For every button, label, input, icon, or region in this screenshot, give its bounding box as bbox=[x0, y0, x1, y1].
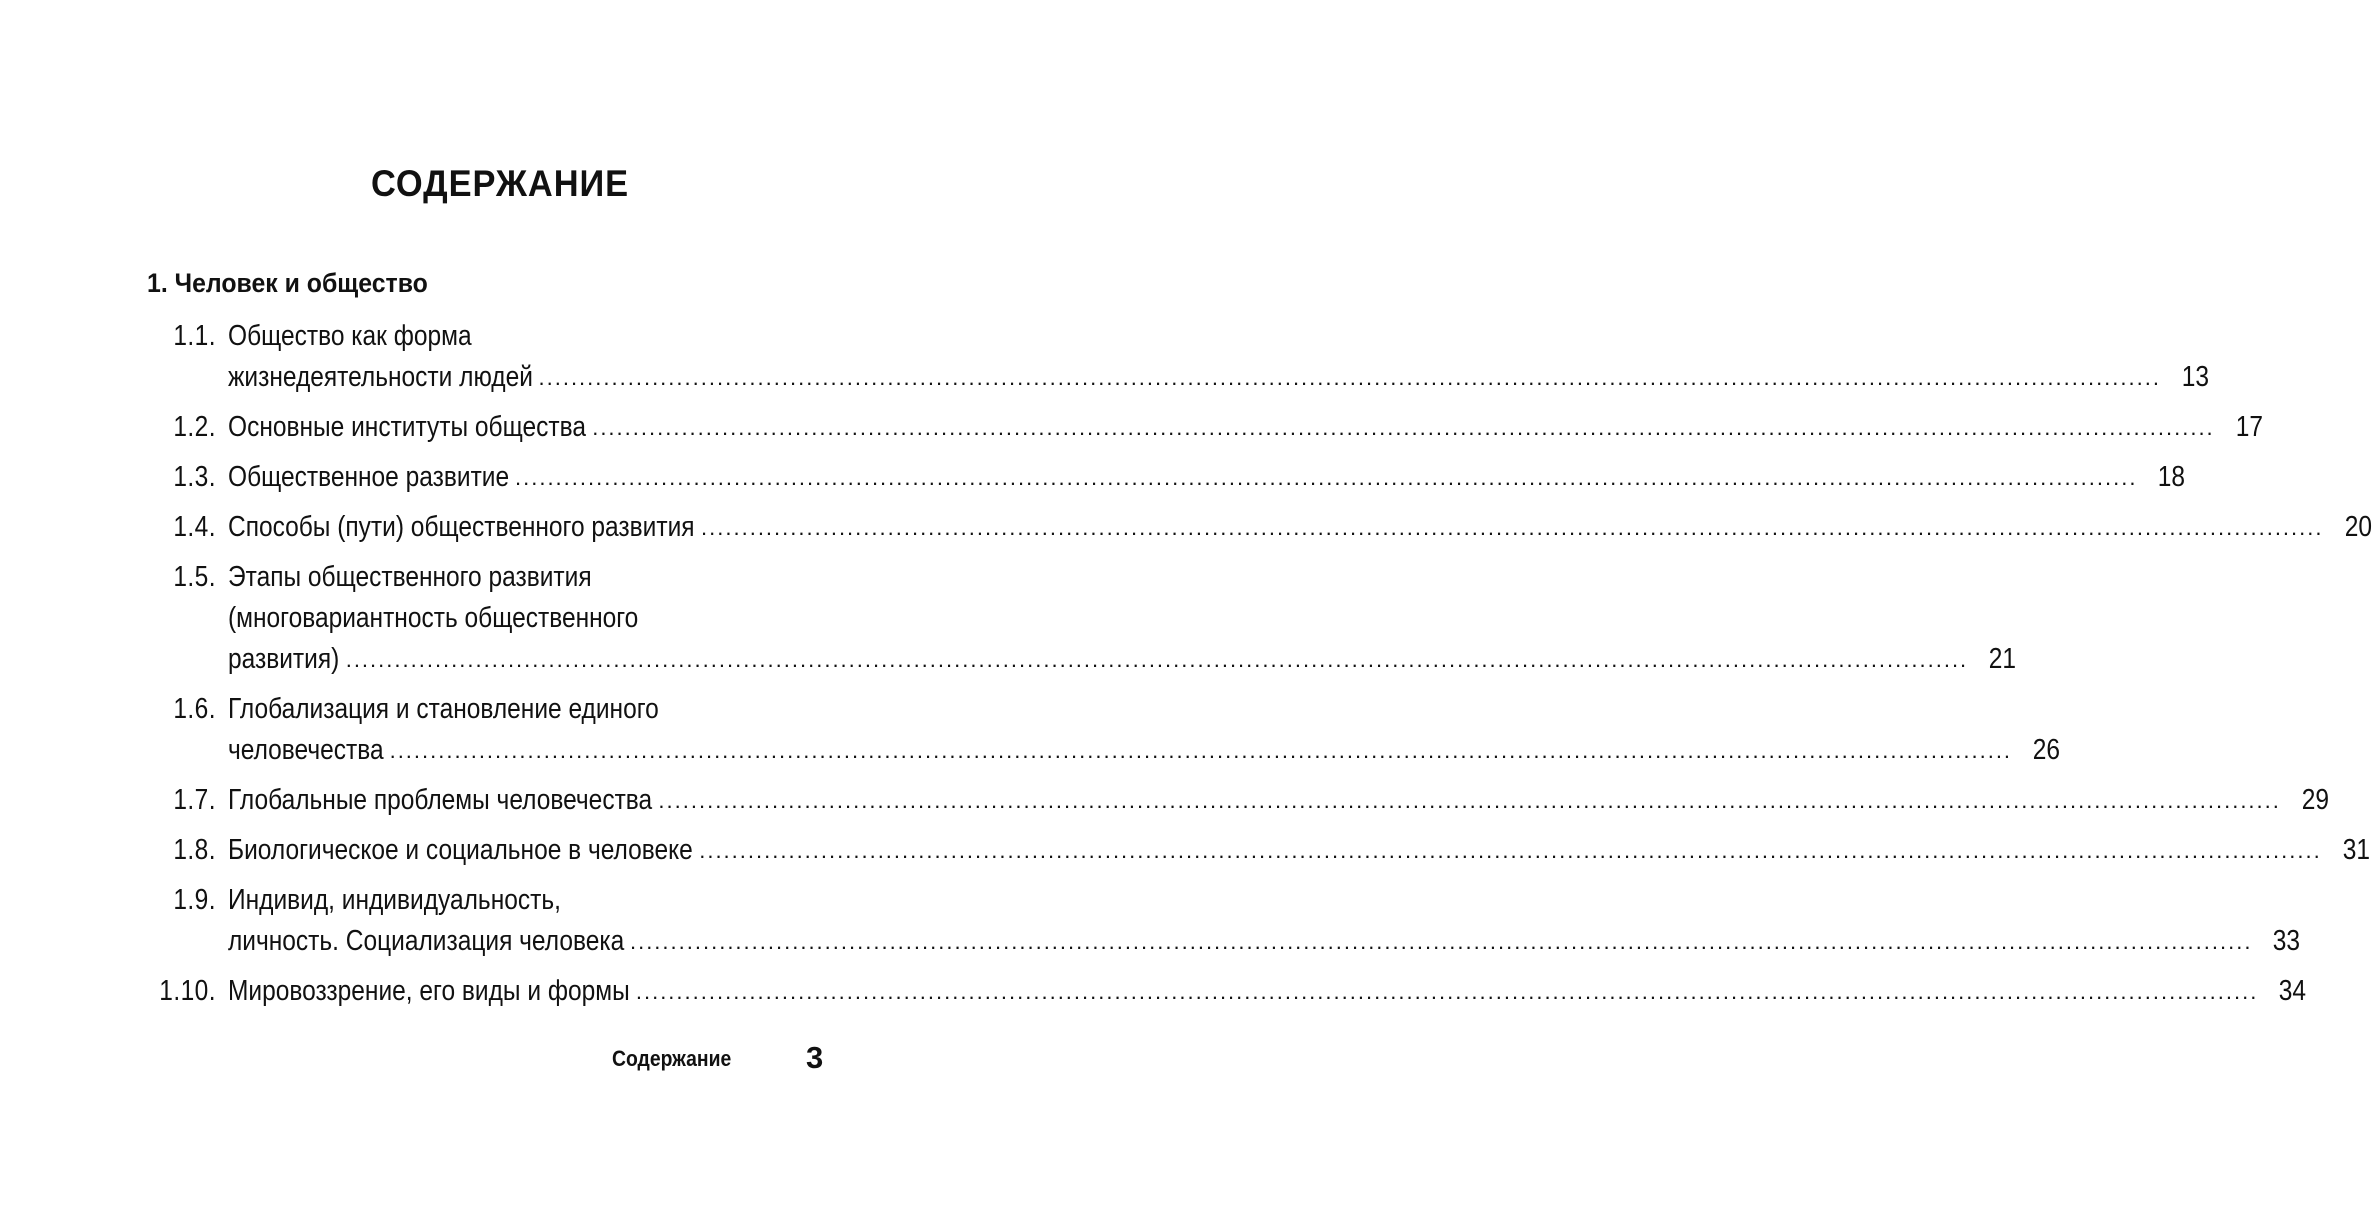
toc-entry-body bbox=[228, 457, 2185, 498]
toc-entry-page-number: 33 bbox=[2273, 925, 2301, 957]
toc-entry-body bbox=[228, 407, 2263, 448]
toc-entry-page-number: 13 bbox=[2181, 361, 2209, 393]
toc-entry[interactable] bbox=[140, 407, 2263, 448]
toc-entry-number: 1.1. bbox=[173, 320, 216, 352]
toc-entry-number: 1.8. bbox=[173, 834, 216, 866]
toc-entry-body bbox=[228, 557, 2016, 680]
toc-entry-last-line bbox=[228, 407, 2263, 448]
toc-entry-body bbox=[228, 830, 2370, 871]
toc-entry-page-number: 31 bbox=[2342, 834, 2370, 866]
toc-entry[interactable] bbox=[140, 507, 2372, 548]
toc-entry[interactable] bbox=[140, 316, 2209, 398]
page-title: СОДЕРЖАНИЕ bbox=[370, 163, 630, 204]
toc-entry-number: 1.4. bbox=[173, 511, 216, 543]
toc-entry-last-line bbox=[228, 730, 2060, 771]
toc-entry-body bbox=[228, 780, 2329, 821]
toc-entry-title-line: личность. Социализация человека bbox=[228, 925, 625, 957]
toc-entry-title-line: Общественное развитие bbox=[228, 461, 510, 493]
dot-leader: ........................................................................................................................................................................................................ bbox=[538, 365, 2161, 390]
toc-entry-page-number: 34 bbox=[2279, 975, 2307, 1007]
toc-entry-page-number: 18 bbox=[2158, 461, 2186, 493]
toc-entry-number: 1.7. bbox=[173, 784, 216, 816]
toc-entry[interactable] bbox=[140, 457, 2186, 498]
dot-leader: ........................................................................................................................................................................................................ bbox=[389, 738, 2013, 763]
toc-entry-title-line: Мировоззрение, его виды и формы bbox=[228, 975, 630, 1007]
toc-entry-page-number: 29 bbox=[2301, 784, 2329, 816]
dot-leader: ........................................................................................................................................................................................................ bbox=[699, 838, 2322, 863]
toc-entry-last-line bbox=[228, 357, 2209, 398]
toc-entry-title-line: Этапы общественного развития bbox=[228, 561, 592, 593]
toc-entry-title-line: Общество как форма bbox=[228, 320, 472, 352]
toc-entry-title-line: Глобальные проблемы человечества bbox=[228, 784, 653, 816]
dot-leader: ........................................................................................................................................................................................................ bbox=[658, 788, 2281, 813]
toc-entry-number: 1.2. bbox=[173, 411, 216, 443]
toc-entry-number: 1.3. bbox=[173, 461, 216, 493]
toc-entry[interactable] bbox=[140, 689, 2061, 771]
toc-entry-body bbox=[228, 689, 2060, 771]
dot-leader: ........................................................................................................................................................................................................ bbox=[635, 979, 2259, 1004]
toc-entry-last-line bbox=[228, 921, 2300, 962]
toc-entry-page-number: 26 bbox=[2032, 734, 2061, 766]
toc-entry-number: 1.6. bbox=[173, 693, 216, 725]
page-number: 3 bbox=[806, 1040, 824, 1075]
toc-entry-title-line: (многовариантность общественного bbox=[228, 602, 639, 634]
toc-entry[interactable] bbox=[140, 830, 2370, 871]
running-footer-label: Содержание bbox=[612, 1046, 732, 1071]
toc-entry[interactable] bbox=[140, 880, 2301, 962]
toc-entry-title-line: Индивид, индивидуальность, bbox=[228, 884, 561, 916]
toc-entry-body bbox=[228, 880, 2300, 962]
toc-entry-last-line bbox=[228, 971, 2306, 1012]
toc-entry-page-number: 17 bbox=[2235, 411, 2263, 443]
toc-entry-page-number: 20 bbox=[2344, 511, 2372, 543]
toc-entry-title-line: Глобализация и становление единого bbox=[228, 693, 659, 725]
toc-entry-number: 1.9. bbox=[173, 884, 216, 916]
toc-entry-title-line: развития) bbox=[228, 643, 340, 675]
toc-entry[interactable] bbox=[140, 557, 2017, 680]
toc-entry-last-line bbox=[228, 830, 2370, 871]
dot-leader: ........................................................................................................................................................................................................ bbox=[592, 415, 2215, 440]
toc-entry-body bbox=[228, 316, 2209, 398]
toc-entry-number: 1.10. bbox=[159, 975, 216, 1007]
toc-entry-title-line: Биологическое и социальное в человеке bbox=[228, 834, 693, 866]
table-of-contents bbox=[140, 316, 2372, 1021]
dot-leader: ........................................................................................................................................................................................................ bbox=[629, 929, 2253, 954]
toc-entry-title-line: человечества bbox=[228, 734, 384, 766]
toc-entry-last-line bbox=[228, 780, 2329, 821]
toc-entry[interactable] bbox=[140, 971, 2307, 1012]
toc-entry-body bbox=[228, 507, 2372, 548]
dot-leader: ........................................................................................................................................................................................................ bbox=[515, 465, 2138, 490]
toc-entry-number: 1.5. bbox=[173, 561, 216, 593]
dot-leader: ........................................................................................................................................................................................................ bbox=[345, 647, 1969, 672]
section-title: 1. Человек и общество bbox=[147, 268, 428, 298]
dot-leader: ........................................................................................................................................................................................................ bbox=[701, 515, 2324, 540]
toc-entry[interactable] bbox=[140, 780, 2329, 821]
page-footer bbox=[0, 1040, 1000, 1080]
toc-entry-page-number: 21 bbox=[1988, 643, 2017, 675]
toc-entry-body bbox=[228, 971, 2306, 1012]
toc-entry-title-line: жизнедеятельности людей bbox=[228, 361, 533, 393]
toc-entry-last-line bbox=[228, 639, 2016, 680]
toc-entry-last-line bbox=[228, 457, 2185, 498]
toc-entry-last-line bbox=[228, 507, 2372, 548]
toc-entry-title-line: Способы (пути) общественного развития bbox=[228, 511, 695, 543]
toc-entry-title-line: Основные институты общества bbox=[228, 411, 586, 443]
